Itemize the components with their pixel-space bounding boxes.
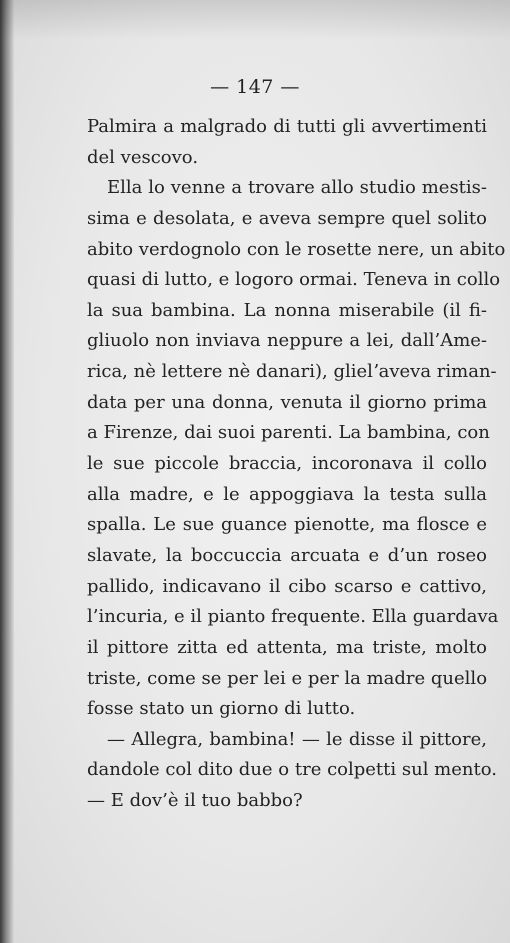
text-line: l’incuria, e il pianto frequente. Ella guardava bbox=[87, 606, 499, 628]
text-line: fosse stato un giorno di lutto. bbox=[87, 698, 356, 720]
text-line: slavate, la boccuccia arcuata e d’un roseo bbox=[87, 544, 487, 566]
top-edge-shade bbox=[0, 0, 510, 40]
text-line: quasi di lutto, e logoro ormai. Teneva in collo bbox=[87, 269, 501, 291]
text-line: dandole col dito due o tre colpetti sul mento. bbox=[87, 759, 497, 781]
text-line: Ella lo venne a trovare allo studio mestis- bbox=[107, 177, 487, 199]
text-line: le sue piccole braccia, incoronava il collo bbox=[87, 453, 487, 475]
text-line: pallido, indicavano il cibo scarso e cattivo, bbox=[87, 575, 487, 597]
text-line: del vescovo. bbox=[87, 146, 199, 168]
text-line: triste, come se per lei e per la madre quello bbox=[87, 667, 488, 689]
text-line: abito verdognolo con le rosette nere, un abito bbox=[87, 238, 506, 260]
page-number: — 147 — bbox=[210, 76, 300, 98]
text-line: alla madre, e le appoggiava la testa sulla bbox=[87, 483, 487, 505]
text-line: rica, nè lettere nè danari), glielʼaveva riman- bbox=[87, 361, 497, 383]
text-line: data per una donna, venuta il giorno prima bbox=[87, 391, 487, 413]
text-line: sima e desolata, e aveva sempre quel solito bbox=[87, 207, 487, 229]
text-line: la sua bambina. La nonna miserabile (il fi- bbox=[87, 299, 487, 321]
text-line: gliuolo non inviava neppure a lei, dall’Ame- bbox=[87, 330, 487, 352]
text-line: — E dov’è il tuo babbo? bbox=[87, 790, 303, 812]
text-line: — Allegra, bambina! — le disse il pittore, bbox=[107, 728, 487, 750]
text-line: il pittore zitta ed attenta, ma triste, molto bbox=[87, 636, 487, 658]
binding-shadow bbox=[0, 0, 14, 943]
text-line: spalla. Le sue guance pienotte, ma flosce e bbox=[87, 514, 487, 536]
text-line: Palmira a malgrado di tutti gli avvertimenti bbox=[87, 116, 487, 137]
text-line: a Firenze, dai suoi parenti. La bambina, con bbox=[87, 422, 490, 444]
body-text bbox=[87, 112, 506, 817]
